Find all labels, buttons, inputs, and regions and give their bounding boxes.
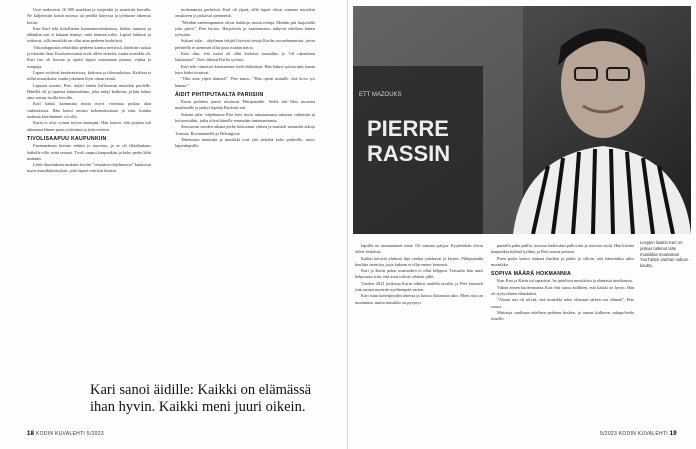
body-paragraph: Kun Karl teki kiitollisena kunnianosoituksensa, kaikki muuttui ja tähänkin asti ei kukaan tiennyt, mitä hänestä tulisi. Lapset laulavat ja soittavat, sillä musiikki on ollut aina perheen keskiössä. [27, 25, 151, 44]
photo-illustration [353, 6, 691, 234]
body-paragraph: Sukuni salat – ohjelman tekijät löysivät tietoja Karlin isovanhemmista, joista perheellä ei aiemmin ollut juuri mitään tietoa. [175, 38, 315, 50]
right-folio [600, 431, 677, 437]
photo-credit-text: ETT MAZOUKS [359, 92, 402, 98]
page-number-left: 18 [27, 431, 35, 437]
folio-text-left: KODIN KUVALEHTI 5/2023 [35, 431, 104, 437]
body-paragraph: Vuoden 2021 juoksuja Karin tulkitsi uudella tavalla, ja Pete kuunteli isän tarinat muistiin myöhempää varten. [355, 280, 483, 293]
body-paragraph: Muistoja vaalitaan edelleen perheen kesken, ja tarinat kulkevat sukupolvelta toiselle. [491, 309, 634, 322]
body-paragraph: Karl halusi kannustaa mutta myös varoittaa poikaa alan vaikeuksista. Hän kertoi omista kokemuksistaan ja siitä, kuinka raskasta kiertäminen voi olla. [27, 101, 151, 120]
pull-quote: Kari sanoi äidille: Kaikki on elämässä ihan hyvin. Kaikki meni juuri oikein. [90, 382, 312, 415]
section-heading: ÄIDIT PIHTIPUTAALTA PARIISIIN [175, 91, 264, 98]
body-paragraph: Lehti-ilmoituksen mukaan tivolin ”sensaatio-ohjelmiston” kuuluivat myös musiikkiesitykset, joita lapset esittivät iltaisin. [27, 162, 151, 174]
portrait-photo [353, 6, 691, 234]
section-heading: SOPIVA MÄÄRÄ HOKMANNIA [491, 271, 572, 278]
body-paragraph: Karin ei olisi voinut toivoa enempää. Hän kertoo, että pojasta tuli aikuisena hänen paras ystävänsä ja työtoverinsa. [27, 120, 151, 132]
section-heading: TIVOLISAAPUU KAUPUNKIIN [27, 135, 107, 142]
page-number-right: 19 [669, 431, 677, 437]
body-paragraph: Kari ja Karin paluu muistoihin ei ollut helppoa. Toisaalta hän tunsi helpotusta siitä, että asiat tulivat vihdoin julki. [355, 268, 483, 280]
body-paragraph: Viikonloppuisin retkeiltiin perheen kanssa metsissä, laitettiin ruokaa ja istuttiin iltaa. Kouluarvosanat eivät olleet tärkeitä, mutta musiikki oli. Karl itse oli kotona ja opetti lapsia soittamaan pianoa, viulua ja rumpuja. [27, 44, 151, 69]
body-paragraph: ”Alusta asti oli selvää, että musiikki tulee olemaan tärkeä osa elämää”, Pete sanoo. [491, 297, 634, 309]
left-column-1 [27, 7, 151, 373]
record-title-line2: RASSIN [367, 141, 451, 166]
body-paragraph: Ensimmäinen kiertue tehtiin jo nuorena, ja se oli lähtölaukaus kaikelle sille, mitä seurasi. Tivoli saapui kaupunkiin ja koko perhe lähti mukaan. [27, 143, 151, 161]
body-paragraph: Tekemisen meininki ja musiikki ovat yhä tärkeitä koko perheelle, myös lapsenlapsille. [175, 136, 315, 149]
right-column-1 [355, 243, 483, 425]
body-paragraph: putaalla puku päällä, toisessa kädessään pulloviini ja toisessa viulu. Hän kiertää kaupunkia kylästä kylään, ja Pete seuraa perässä. [491, 243, 634, 255]
body-paragraph: Lapsista nuorin, Pete, näytti eniten kallistuvan musiikin puolelle. Hänellä oli jo lapsena kunnianhimo, joka näkyi kaikessa, ja hän halusi aina soittaa isoilla lavoilla. [27, 82, 151, 101]
left-folio [27, 431, 104, 437]
record-title-line1: PIERRE [367, 116, 449, 141]
body-paragraph: Karl teki viimeiset kiertueensa vielä eläkeiässä. Hän halusi soittaa niin kauan kuin kädet toimivat. [175, 63, 315, 75]
body-paragraph: molemmista perheistä. Karl oli ylpeä, sillä lapset olivat ottaneet musiikin omakseen ja jatkoivat perinnettä. [175, 7, 315, 19]
body-paragraph: Karin perheen juuret ulottuvat Pihtiputaalle. Sieltä äiti lähti nuorena maailmalle ja päätyi lopulta Pariisiin asti. [175, 99, 315, 111]
body-paragraph: Urut maksoivat 16 000 markkaa ja työpenkit ja saatettiin kerralla. Ne kuljetettiin kotiin autossa tai perältä kärryssä ja työhuone rakentui kotiin. [27, 7, 151, 25]
body-paragraph: ”Olin aina ylpeä hänestä”, Pete sanoo. ”Hän opetti minulle, että kova työ kantaa.” [175, 76, 315, 88]
body-paragraph: Seuraavan vuoden aikana perhe kokoontui yhteen ja muisteli menneitä aikoja Turussa, Rovaniemellä ja Helsingissä. [175, 124, 315, 136]
photo-caption: Levyjen lisäksi Karl on joskus tutkinut isän musiikkia muutaman YouTuben vanhan videon kautta. [640, 240, 689, 269]
body-paragraph: Sukuni salat -ohjelmassa Pete kävi myös tutustumassa sukunsa vaiheisiin ja kotiseutuihin, jotka olivat hänelle ennestään tuntemattomia. [175, 111, 315, 124]
body-paragraph: Pieni poika katsoi isäänsä ihaillen ja päätti jo silloin, että hänestäkin tulee muusikko. [491, 255, 634, 267]
body-paragraph: Vähän ennen kuolemaansa Kari ehti sanoa äidilleen, että kaikki on hyvin. Hän oli tyytyväinen elämäänsä. [491, 284, 634, 297]
folio-text-right: 5/2023 KODIN KUVALEHTI [600, 431, 668, 437]
left-column-2 [175, 7, 315, 373]
body-paragraph: Kari istuu kahvipöydän ääressä ja katsoo ikkunasta ulos. Moni asia on muuttunut, mutta musiikki on pysynyt. [355, 293, 483, 305]
body-paragraph: Kävi ilmi, että isoisä oli ollut kiertävä muusikko ja ”oli rakastanut laulamista”. Tieto liikutti Karlia syvästi. [175, 51, 315, 63]
body-paragraph: Kun Kari ja Karin isä tapasivat, he juttelivat musiikista ja elämästä tuntikausia. [497, 278, 633, 284]
body-paragraph: Kaikki kävivät yhdessä läpi vanhat valokuvat ja kirjeet. Pihtiputaalla kuultiin tarinoita, joita kukaan ei ollut ennen kertonut. [355, 255, 483, 267]
body-paragraph: lapsilla ne samantaimet nenä. Oli saavutu paljon. Kyynelehän olivat olleet herkässä. [355, 243, 483, 255]
body-paragraph: Lapset soittivat kesäteatterissa, kirkossa ja tilaisuuksissa. Kaikista ei tullut muusikoita, mutta jokainen löysi oman tiensä. [27, 69, 151, 82]
right-column-2 [491, 243, 634, 425]
body-paragraph: ”Meidän vanhempamme olivat tiukkoja, mutta reiluja. Meidän piti harjoitella joka päivä”, Pete kertoo. Harjoittelu ja vaatimustaso näkyvät edelleen hänen työssään. [175, 19, 315, 38]
